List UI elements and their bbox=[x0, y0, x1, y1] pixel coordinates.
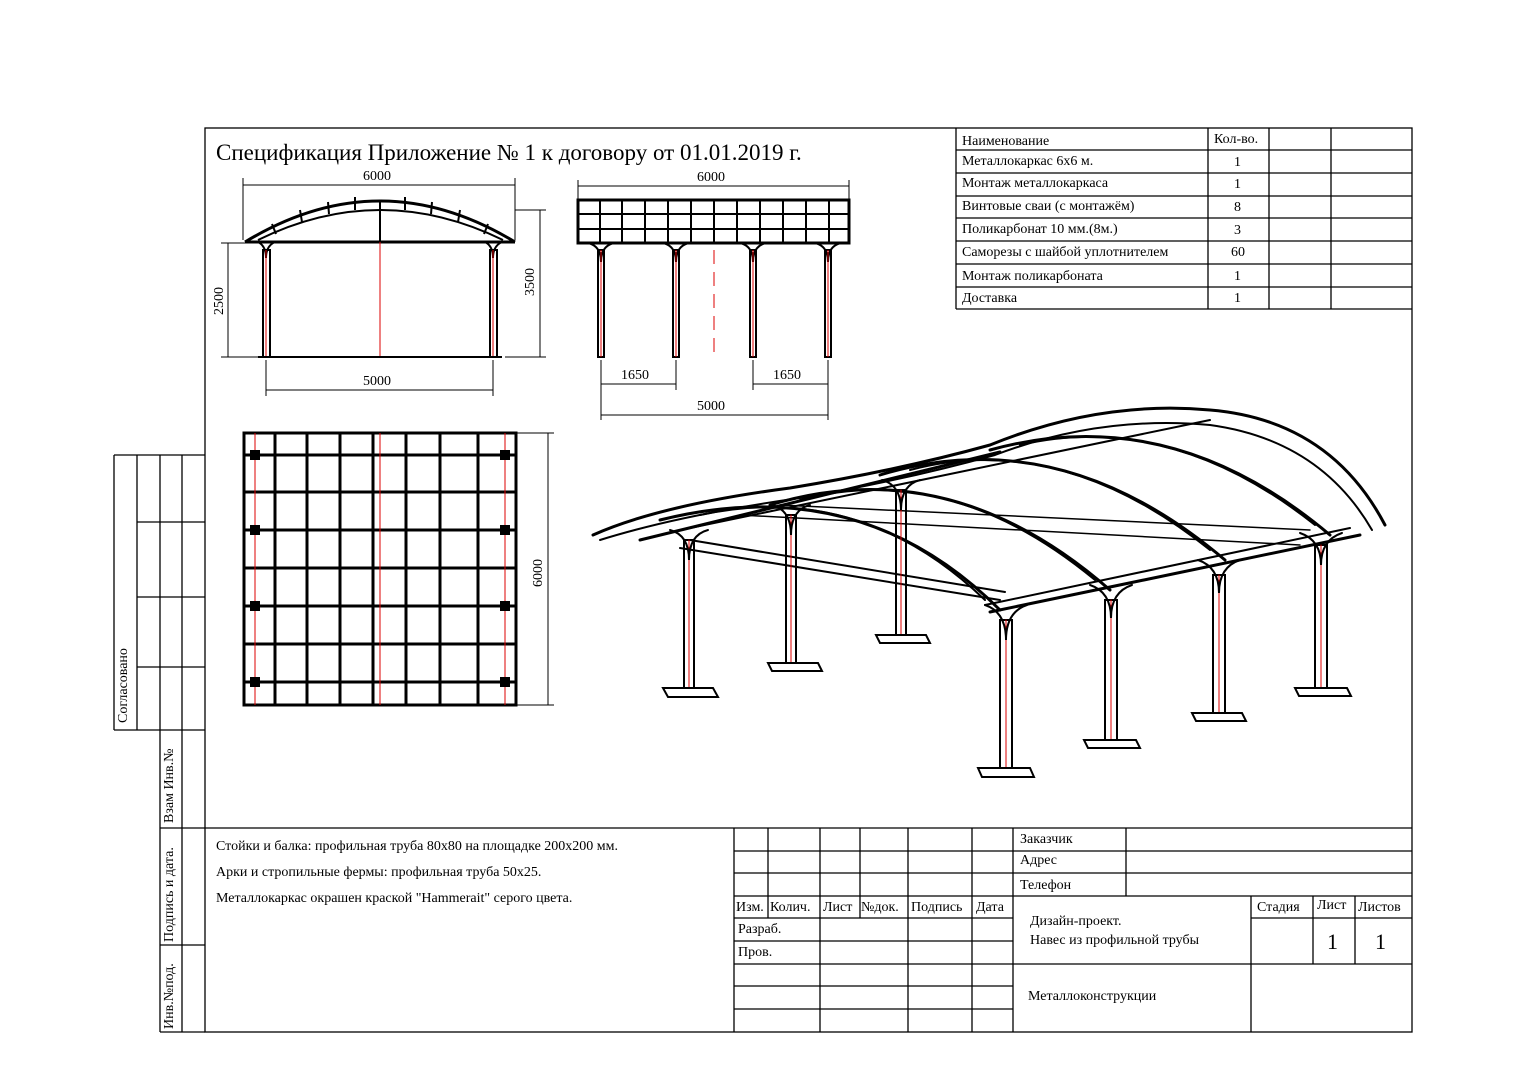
sheets-count: 1 bbox=[1375, 929, 1386, 954]
dim-side-width: 6000 bbox=[697, 170, 725, 185]
title-block-grid bbox=[205, 828, 1412, 1032]
spec-row-qty: 1 bbox=[1234, 291, 1241, 306]
spec-row-name: Винтовые сваи (с монтажём) bbox=[962, 199, 1135, 214]
col-quantity: Колич. bbox=[770, 900, 811, 915]
col-date: Дата bbox=[976, 900, 1004, 915]
spec-row-qty: 1 bbox=[1234, 155, 1241, 170]
plan-view bbox=[244, 433, 554, 705]
spec-row-name: Поликарбонат 10 мм.(8м.) bbox=[962, 222, 1118, 237]
sheets-label: Листов bbox=[1358, 900, 1401, 915]
dim-side-left-span: 1650 bbox=[621, 368, 649, 383]
side-elevation bbox=[578, 180, 849, 420]
stage-label: Стадия bbox=[1257, 900, 1300, 915]
project-title-line2: Навес из профильной трубы bbox=[1030, 933, 1200, 948]
phone-label: Телефон bbox=[1020, 878, 1072, 893]
stamp-replace-inv: Взам Инв.№ bbox=[162, 748, 177, 823]
isometric-view bbox=[593, 408, 1385, 777]
dim-front-total-height: 3500 bbox=[523, 268, 538, 296]
spec-row-name: Саморезы с шайбой уплотнителем bbox=[962, 245, 1169, 260]
front-elevation bbox=[221, 178, 546, 396]
stamp-agreed: Согласовано bbox=[116, 648, 131, 723]
spec-row-name: Монтаж поликарбоната bbox=[962, 269, 1103, 284]
note-line: Металлокаркас окрашен краской "Hammerait" серого цвета. bbox=[216, 891, 573, 906]
spec-row-qty: 1 bbox=[1234, 269, 1241, 284]
col-signature: Подпись bbox=[911, 900, 963, 915]
spec-row-qty: 3 bbox=[1234, 223, 1241, 238]
checked-label: Пров. bbox=[738, 945, 773, 960]
dim-side-right-span: 1650 bbox=[773, 368, 801, 383]
spec-header-qty: Кол-во. bbox=[1214, 132, 1259, 147]
note-line: Арки и стропильные фермы: профильная труба 50х25. bbox=[216, 865, 542, 880]
stamp-inv-original: Инв.№под. bbox=[162, 963, 177, 1029]
sheet-label: Лист bbox=[1317, 898, 1347, 913]
stamp-signature-date: Подпись и дата. bbox=[162, 847, 177, 942]
sheet-number: 1 bbox=[1327, 929, 1338, 954]
customer-label: Заказчик bbox=[1020, 832, 1073, 847]
project-title-line1: Дизайн-проект. bbox=[1030, 914, 1122, 929]
dim-side-base: 5000 bbox=[697, 399, 725, 414]
developed-label: Разраб. bbox=[738, 922, 782, 937]
spec-row-name: Монтаж металлокаркаса bbox=[962, 176, 1109, 191]
col-sheet: Лист bbox=[823, 900, 853, 915]
section-name: Металлоконструкции bbox=[1028, 989, 1157, 1004]
dim-front-post-height: 2500 bbox=[212, 287, 227, 315]
spec-row-qty: 8 bbox=[1234, 200, 1241, 215]
spec-row-qty: 60 bbox=[1231, 245, 1245, 260]
dim-front-base: 5000 bbox=[363, 374, 391, 389]
note-line: Стойки и балка: профильная труба 80х80 на площадке 200х200 мм. bbox=[216, 839, 619, 854]
spec-row-name: Доставка bbox=[962, 291, 1018, 306]
col-change: Изм. bbox=[736, 900, 764, 915]
address-label: Адрес bbox=[1020, 853, 1058, 868]
spec-header-name: Наименование bbox=[962, 134, 1050, 149]
dim-plan-depth: 6000 bbox=[531, 559, 546, 587]
spec-row-name: Металлокаркас 6х6 м. bbox=[962, 154, 1094, 169]
col-doc-number: №док. bbox=[861, 900, 899, 915]
page-title: Спецификация Приложение № 1 к договору от 01.01.2019 г. bbox=[216, 140, 802, 165]
left-stamp-lines bbox=[114, 455, 205, 1032]
spec-row-qty: 1 bbox=[1234, 177, 1241, 192]
dim-front-width: 6000 bbox=[363, 169, 391, 184]
